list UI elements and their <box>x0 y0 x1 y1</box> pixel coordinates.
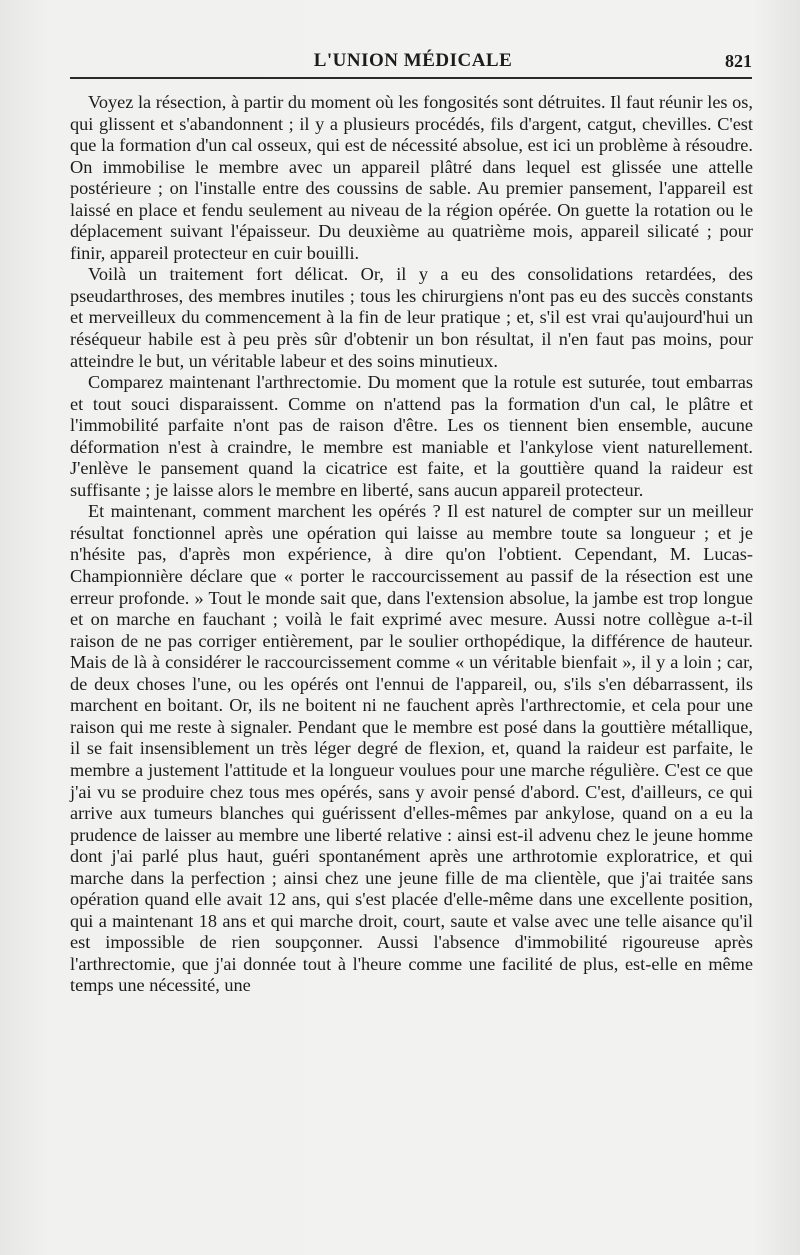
paragraph-marche: Et maintenant, comment marchent les opérés ? Il est naturel de compter sur un meilleur résultat fonctionnel après une opération qui laisse au membre toute sa longueur ; et je n'hésite pas, d'après mon expérience, à dire qu'on l'obtient. Cependant, M. Lucas-Championnière déclare que « porter le raccourcissement au passif de la résection est une erreur profonde. » Tout le monde sait que, dans l'extension absolue, la jambe est trop longue et on marche en fauchant ; voilà le fait exprimé avec mesure. Aussi notre collègue a-t-il raison de ne pas corriger entièrement, par le soulier orthopédique, la différence de hauteur. Mais de là à considérer le raccourcissement comme « un véritable bienfait », il y a loin ; car, de deux choses l'une, ou les opérés ont l'ennui de l'appareil, ou, s'ils s'en débarrassent, ils marchent en boitant. Or, ils ne boitent ni ne fauchent après l'arthrectomie, et cela pour une raison qui me reste à signaler. Pendant que le membre est posé dans la gouttière métallique, il se fait insensiblement un très léger degré de flexion, et, quand la raideur est parfaite, le membre a justement l'attitude et la longueur voulues pour une marche régulière. C'est ce que j'ai vu se produire chez tous mes opérés, sans y avoir pensé d'abord. C'est, d'ailleurs, ce qui arrive aux tumeurs blanches qui guérissent d'elles-mêmes par ankylose, quand on a eu la prudence de laisser au membre une liberté relative : ainsi est-il advenu chez le jeune homme dont j'ai parlé plus haut, guéri spontanément après une arthrotomie exploratrice, et qui marche dans la perfection ; ainsi chez une jeune fille de ma clientèle, que j'ai traitée sans opération quand elle avait 12 ans, qui s'est placée d'elle-même dans une excellente position, qui a maintenant 18 ans et qui marche droit, court, saute et valse avec une telle aisance qu'il est impossible de rien soupçonner. Aussi l'absence d'immobilité rigoureuse après l'arthrectomie, que j'ai donnée tout à l'heure comme une facilité de plus, est-elle en même temps une nécessité, une <box>70 501 753 996</box>
paragraph-arthrectomie: Comparez maintenant l'arthrectomie. Du moment que la rotule est suturée, tout embarras et tout souci disparaissent. Comme on n'attend pas la formation d'un cal, le plâtre et l'immobilité parfaite n'ont pas de raison d'être. Les os tiennent bien ensemble, aucune déformation n'est à craindre, le membre est maniable et l'ankylose vient naturellement. J'enlève le pansement quand la cicatrice est faite, et la gouttière quand la raideur est suffisante ; je laisse alors le membre en liberté, sans aucun appareil protecteur. <box>70 372 753 500</box>
running-title: L'UNION MÉDICALE <box>313 50 513 71</box>
page-number: 821 <box>725 51 752 71</box>
body-text <box>70 92 753 997</box>
paragraph-traitement: Voilà un traitement fort délicat. Or, il y a eu des consolidations retardées, des pseudarthroses, des membres inutiles ; tous les chirurgiens n'ont pas eu des succès constants et merveilleux du commencement à la fin de leur pratique ; et, s'il est vrai qu'aujourd'hui un réséqueur habile est à peu près sûr d'obtenir un bon résultat, il n'en faut pas moins, pour atteindre le but, un véritable labeur et des soins minutieux. <box>70 264 753 371</box>
header-rule <box>70 77 752 79</box>
page-header <box>70 46 756 74</box>
paragraph-resection: Voyez la résection, à partir du moment où les fongosités sont détruites. Il faut réunir les os, qui glissent et s'abandonnent ; il y a plusieurs procédés, fils d'argent, catgut, chevilles. C'est que la formation d'un cal osseux, qui est de nécessité absolue, est ici un problème à résoudre. On immobilise le membre avec un appareil plâtré dans lequel est glissée une attelle postérieure ; on l'installe entre des coussins de sable. Au premier pansement, l'appareil est laissé en place et fendu seulement au niveau de la région opérée. On guette la rotation ou le déplacement suivant l'épaisseur. Du deuxième au quatrième mois, appareil silicaté ; pour finir, appareil protecteur en cuir bouilli. <box>70 92 753 263</box>
